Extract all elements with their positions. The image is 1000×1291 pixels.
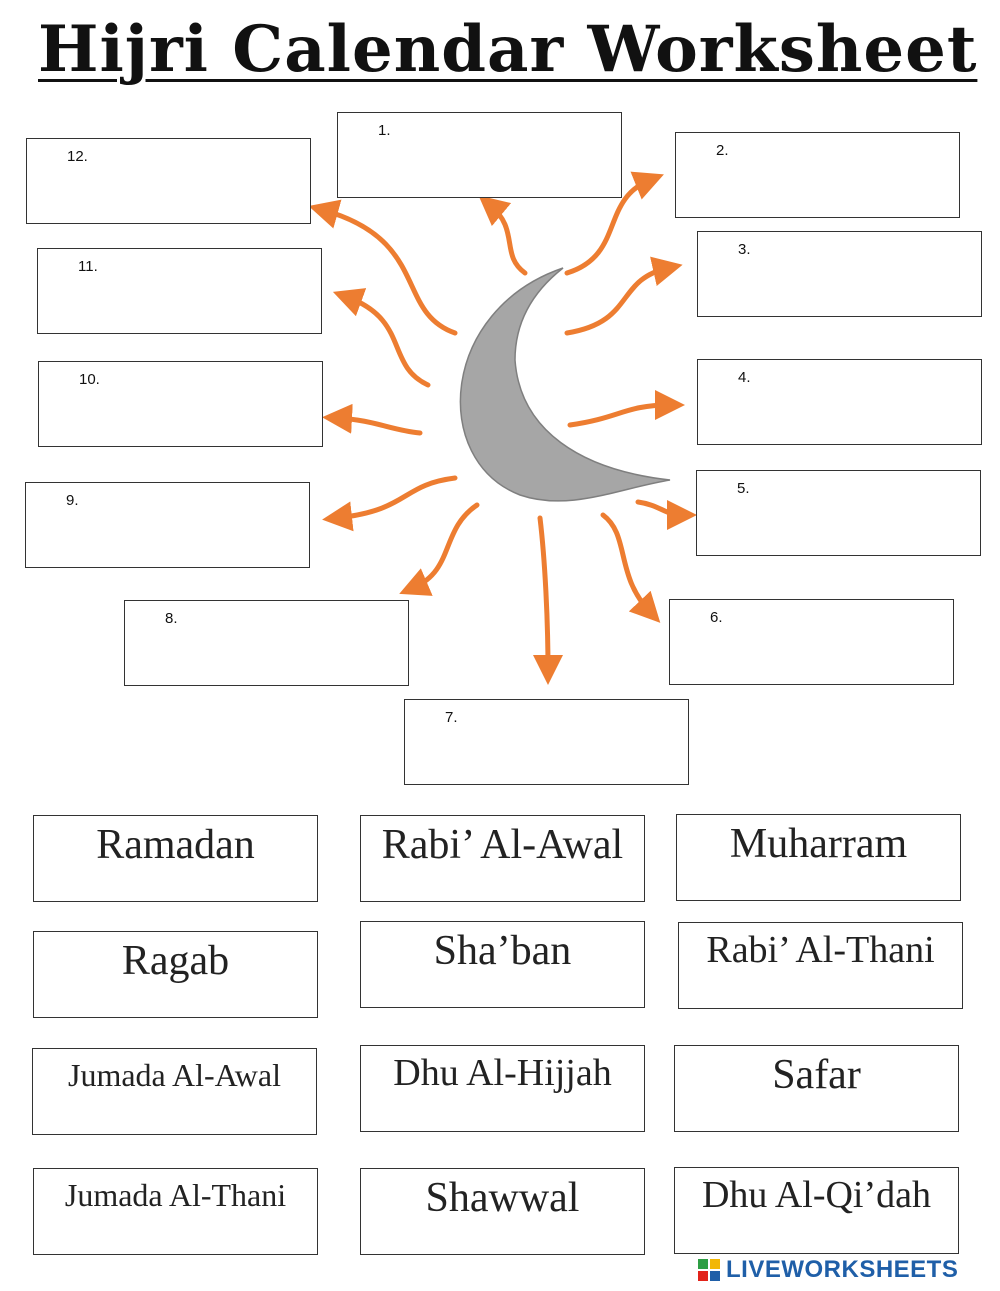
- answer-box-6[interactable]: [669, 599, 954, 685]
- month-card-dhu-al-hijjah[interactable]: [360, 1045, 645, 1132]
- answer-box-number: 1.: [378, 122, 391, 139]
- month-card-label: Jumada Al-Thani: [64, 1177, 287, 1213]
- month-card-label: Rabi’ Al-Awal: [381, 822, 624, 868]
- month-card-label: Ramadan: [96, 822, 255, 868]
- answer-box-7[interactable]: [404, 699, 689, 785]
- month-card-safar[interactable]: [674, 1045, 959, 1132]
- arrow-9: [337, 478, 455, 518]
- month-card-shawwal[interactable]: [360, 1168, 645, 1255]
- answer-box-5[interactable]: [696, 470, 981, 556]
- month-card-label: Jumada Al-Awal: [67, 1057, 281, 1093]
- month-card-label: Dhu Al-Hijjah: [393, 1052, 612, 1094]
- answer-box-number: 7.: [445, 709, 458, 726]
- arrow-6: [603, 515, 650, 612]
- month-card-label: Sha’ban: [433, 928, 572, 974]
- answer-box-number: 5.: [737, 480, 750, 497]
- answer-box-number: 2.: [716, 142, 729, 159]
- month-card-label: Ragab: [121, 938, 230, 984]
- arrow-4: [570, 405, 670, 425]
- answer-box-8[interactable]: [124, 600, 409, 686]
- arrow-12: [323, 210, 455, 333]
- month-card-rabi-al-awal[interactable]: [360, 815, 645, 902]
- answer-box-number: 6.: [710, 609, 723, 626]
- answer-box-2[interactable]: [675, 132, 960, 218]
- month-card-ragab[interactable]: [33, 931, 318, 1018]
- answer-box-number: 10.: [79, 371, 100, 388]
- answer-box-10[interactable]: [38, 361, 323, 447]
- month-card-label: Dhu Al-Qi’dah: [701, 1174, 932, 1216]
- month-card-shaban[interactable]: [360, 921, 645, 1008]
- answer-box-number: 9.: [66, 492, 79, 509]
- month-card-ramadan[interactable]: [33, 815, 318, 902]
- answer-box-3[interactable]: [697, 231, 982, 317]
- liveworksheets-logo: [698, 1257, 958, 1283]
- liveworksheets-logo-icon: [698, 1259, 720, 1281]
- arrow-8: [413, 505, 477, 588]
- month-card-label: Safar: [772, 1052, 861, 1098]
- answer-box-11[interactable]: [37, 248, 322, 334]
- crescent-moon-icon: [460, 268, 670, 501]
- month-card-jumada-al-thani[interactable]: [33, 1168, 318, 1255]
- answer-box-number: 11.: [78, 258, 98, 275]
- answer-box-number: 4.: [738, 369, 751, 386]
- worksheet-title: Hijri Calendar Worksheet: [38, 12, 978, 87]
- month-card-label: Rabi’ Al-Thani: [706, 929, 935, 971]
- month-card-label: Shawwal: [425, 1175, 580, 1221]
- liveworksheets-logo-text: LIVEWORKSHEETS: [726, 1256, 959, 1283]
- arrow-3: [567, 268, 668, 333]
- arrow-7: [540, 518, 548, 670]
- answer-box-4[interactable]: [697, 359, 982, 445]
- answer-box-9[interactable]: [25, 482, 310, 568]
- arrow-1: [490, 205, 525, 273]
- answer-box-number: 8.: [165, 610, 178, 627]
- answer-box-12[interactable]: [26, 138, 311, 224]
- month-card-jumada-al-awal[interactable]: [32, 1048, 317, 1135]
- month-card-rabi-al-thani[interactable]: [678, 922, 963, 1009]
- arrow-11: [347, 297, 428, 385]
- month-card-dhu-al-qidah[interactable]: [674, 1167, 959, 1254]
- month-card-label: Muharram: [729, 821, 908, 867]
- month-card-muharram[interactable]: [676, 814, 961, 901]
- answer-box-number: 3.: [738, 241, 751, 258]
- arrow-5: [638, 502, 682, 515]
- answer-box-number: 12.: [67, 148, 88, 165]
- answer-box-1[interactable]: [337, 112, 622, 198]
- arrow-10: [337, 418, 420, 433]
